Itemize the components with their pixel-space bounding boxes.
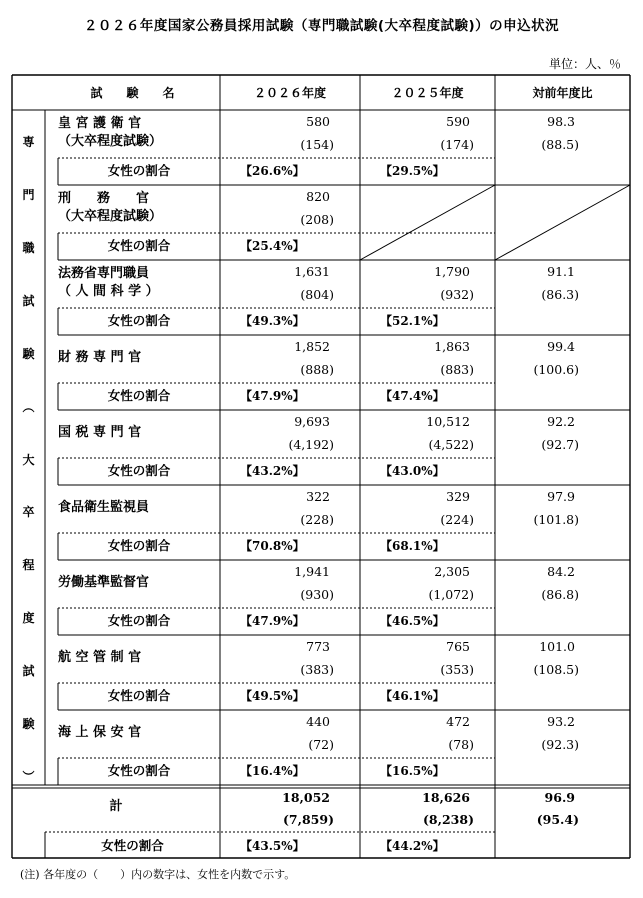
group-label-char: 度 bbox=[22, 611, 35, 626]
group-label-char: ︶ bbox=[22, 770, 35, 784]
count-2025: 1,790 bbox=[434, 264, 470, 279]
total-2026: 18,052 bbox=[282, 790, 330, 805]
women-share-2026: 【43.2%】 bbox=[240, 464, 305, 478]
women-count-2026: (72) bbox=[308, 737, 334, 752]
count-2026: 773 bbox=[306, 639, 330, 654]
total-women-2026: (7,859) bbox=[283, 812, 334, 827]
women-share-2026: 【49.5%】 bbox=[240, 689, 305, 703]
group-label-char: 験 bbox=[22, 346, 35, 361]
women-count-2026: (888) bbox=[300, 362, 334, 377]
count-2026: 820 bbox=[306, 189, 330, 204]
exam-name: 刑 務 官 bbox=[58, 191, 150, 206]
total-women-share-2026: 【43.5%】 bbox=[240, 839, 305, 853]
total-ratio-women: (95.4) bbox=[536, 812, 579, 827]
women-count-2025: (932) bbox=[440, 287, 474, 302]
count-2026: 1,631 bbox=[294, 264, 330, 279]
women-count-2025: (353) bbox=[440, 662, 474, 677]
women-count-2026: (154) bbox=[300, 137, 334, 152]
exam-name: 財 務 専 門 官 bbox=[58, 350, 142, 365]
women-count-2026: (804) bbox=[300, 287, 334, 302]
women-share-2025: 【68.1%】 bbox=[380, 539, 445, 553]
exam-subname: （大卒程度試験） bbox=[58, 134, 163, 149]
women-count-2025: (1,072) bbox=[428, 587, 474, 602]
women-share-label: 女性の割合 bbox=[107, 688, 171, 703]
count-2026: 9,693 bbox=[294, 414, 330, 429]
ratio: 92.2 bbox=[547, 414, 575, 429]
women-share-2026: 【26.6%】 bbox=[240, 164, 305, 178]
women-share-2026: 【70.8%】 bbox=[240, 539, 305, 553]
exam-name: 航 空 管 制 官 bbox=[58, 650, 142, 665]
ratio-women: (86.3) bbox=[541, 287, 579, 302]
women-count-2026: (4,192) bbox=[288, 437, 334, 452]
count-2026: 1,852 bbox=[294, 339, 330, 354]
group-label-char: 験 bbox=[22, 717, 35, 732]
ratio: 84.2 bbox=[547, 564, 575, 579]
count-2025: 472 bbox=[446, 714, 470, 729]
exam-name: 労働基準監督官 bbox=[58, 575, 150, 590]
count-2026: 580 bbox=[306, 114, 330, 129]
ratio-women: (92.7) bbox=[541, 437, 579, 452]
women-share-label: 女性の割合 bbox=[107, 763, 171, 778]
page-title: ２０２６年度国家公務員採用試験（専門職試験(大卒程度試験)）の申込状況 bbox=[83, 18, 560, 34]
ratio-women: (92.3) bbox=[541, 737, 579, 752]
exam-name: 国 税 専 門 官 bbox=[58, 425, 142, 440]
women-share-2025: 【46.1%】 bbox=[380, 689, 445, 703]
group-label-char: 卒 bbox=[22, 505, 35, 520]
count-2026: 1,941 bbox=[294, 564, 330, 579]
unit-label: 単位：人、％ bbox=[548, 57, 621, 71]
total-2025: 18,626 bbox=[422, 790, 470, 805]
exam-subname: （大卒程度試験） bbox=[58, 209, 163, 224]
ratio-women: (100.6) bbox=[533, 362, 579, 377]
group-label-char: 程 bbox=[22, 558, 35, 573]
women-share-2025: 【43.0%】 bbox=[380, 464, 445, 478]
total-women-2025: (8,238) bbox=[423, 812, 474, 827]
exam-name: 法務省専門職員 bbox=[58, 266, 150, 281]
group-label-char: 試 bbox=[22, 293, 35, 308]
group-label-char: 専 bbox=[22, 135, 35, 149]
women-share-label: 女性の割合 bbox=[107, 388, 171, 403]
women-share-2026: 【16.4%】 bbox=[240, 764, 305, 778]
women-count-2025: (174) bbox=[440, 137, 474, 152]
count-2026: 440 bbox=[306, 714, 330, 729]
ratio-women: (88.5) bbox=[541, 137, 579, 152]
total-label: 計 bbox=[109, 799, 123, 814]
count-2025: 590 bbox=[446, 114, 470, 129]
footnote: (注) 各年度の（ ）内の数字は、女性を内数で示す。 bbox=[20, 868, 296, 881]
exam-name: 食品衛生監視員 bbox=[58, 500, 150, 515]
ratio: 97.9 bbox=[547, 489, 575, 504]
ratio-women: (101.8) bbox=[533, 512, 579, 527]
women-share-label: 女性の割合 bbox=[107, 613, 171, 628]
women-share-2026: 【47.9%】 bbox=[240, 614, 305, 628]
ratio: 98.3 bbox=[547, 114, 575, 129]
women-share-2025: 【29.5%】 bbox=[380, 164, 445, 178]
count-2025: 10,512 bbox=[426, 414, 470, 429]
header-exam-name: 試 験 名 bbox=[90, 86, 175, 100]
group-label-char: 試 bbox=[22, 664, 35, 679]
women-share-2026: 【25.4%】 bbox=[240, 239, 305, 253]
exam-name: 海 上 保 安 官 bbox=[58, 725, 142, 740]
women-share-label: 女性の割合 bbox=[107, 538, 171, 553]
exam-subname: （ 人 間 科 学 ） bbox=[58, 284, 159, 299]
count-2025: 1,863 bbox=[434, 339, 470, 354]
women-count-2025: (224) bbox=[440, 512, 474, 527]
count-2025: 329 bbox=[446, 489, 470, 504]
header-2026: ２０２６年度 bbox=[253, 86, 326, 100]
women-count-2026: (228) bbox=[300, 512, 334, 527]
count-2025: 2,305 bbox=[434, 564, 470, 579]
women-share-2025: 【52.1%】 bbox=[380, 314, 445, 328]
group-label-char: ︵ bbox=[22, 399, 35, 414]
women-share-label: 女性の割合 bbox=[101, 838, 164, 853]
exam-name: 皇 宮 護 衛 官 bbox=[58, 116, 142, 131]
women-share-label: 女性の割合 bbox=[107, 463, 171, 478]
women-share-label: 女性の割合 bbox=[107, 313, 171, 328]
women-count-2025: (4,522) bbox=[428, 437, 474, 452]
group-label-char: 門 bbox=[22, 187, 35, 202]
women-count-2026: (930) bbox=[300, 587, 334, 602]
women-count-2026: (383) bbox=[300, 662, 334, 677]
women-share-2026: 【47.9%】 bbox=[240, 389, 305, 403]
ratio: 91.1 bbox=[547, 264, 575, 279]
count-2025: 765 bbox=[446, 639, 470, 654]
group-label-char: 職 bbox=[22, 240, 35, 255]
ratio: 93.2 bbox=[547, 714, 575, 729]
women-share-2025: 【46.5%】 bbox=[380, 614, 445, 628]
women-count-2025: (883) bbox=[440, 362, 474, 377]
women-count-2026: (208) bbox=[300, 212, 334, 227]
women-share-2026: 【49.3%】 bbox=[240, 314, 305, 328]
women-count-2025: (78) bbox=[448, 737, 474, 752]
header-2025: ２０２５年度 bbox=[391, 86, 464, 100]
women-share-2025: 【16.5%】 bbox=[380, 764, 445, 778]
group-label-char: 大 bbox=[22, 452, 35, 467]
total-women-share-2025: 【44.2%】 bbox=[380, 839, 445, 853]
total-ratio: 96.9 bbox=[544, 790, 575, 805]
women-share-label: 女性の割合 bbox=[107, 163, 171, 178]
ratio-women: (108.5) bbox=[533, 662, 579, 677]
ratio-women: (86.8) bbox=[541, 587, 579, 602]
header-ratio: 対前年度比 bbox=[532, 86, 593, 100]
women-share-2025: 【47.4%】 bbox=[380, 389, 445, 403]
ratio: 101.0 bbox=[539, 639, 575, 654]
ratio: 99.4 bbox=[547, 339, 575, 354]
count-2026: 322 bbox=[306, 489, 330, 504]
women-share-label: 女性の割合 bbox=[107, 238, 171, 253]
